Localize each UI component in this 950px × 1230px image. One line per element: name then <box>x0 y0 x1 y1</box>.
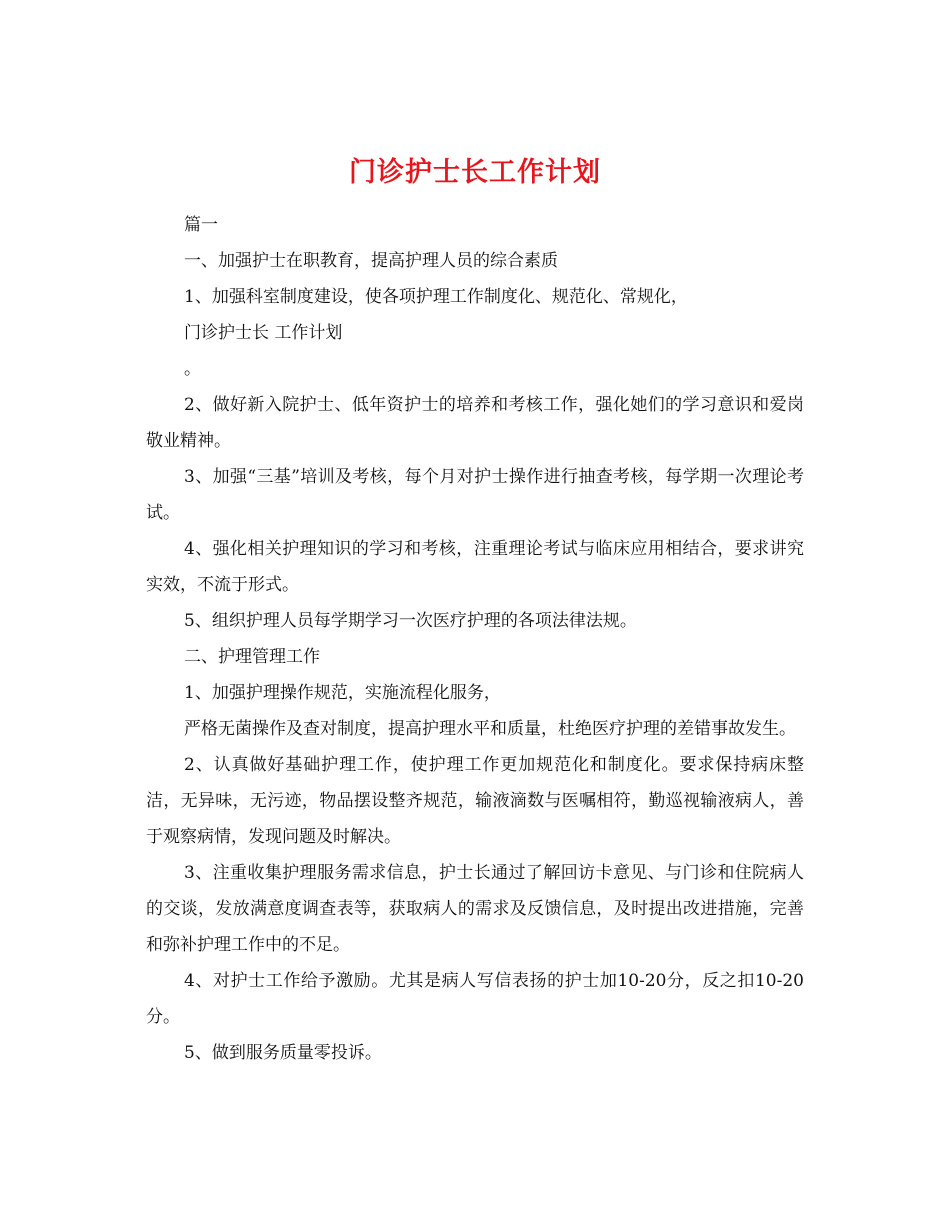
paragraph: 1、加强护理操作规范，实施流程化服务， <box>184 683 501 703</box>
paragraph: 4、强化相关护理知识的学习和考核，注重理论考试与临床应用相结合，要求讲究实效，不流于形式。 <box>146 539 804 595</box>
section-label: 篇一 <box>184 215 218 235</box>
document-body <box>146 207 804 1071</box>
paragraph: 2、认真做好基础护理工作，使护理工作更加规范化和制度化。要求保持病床整洁，无异味，无污迹，物品摆设整齐规范，输液滴数与医嘱相符，勤巡视输液病人，善于观察病情，发现问题及时解决。 <box>146 755 804 847</box>
section-heading: 一、加强护士在职教育，提高护理人员的综合素质 <box>184 251 558 271</box>
paragraph: 5、做到服务质量零投诉。 <box>184 1043 382 1063</box>
paragraph: 。 <box>184 359 201 379</box>
section-heading: 二、护理管理工作 <box>184 647 320 667</box>
paragraph: 4、对护士工作给予激励。尤其是病人写信表扬的护士加10-20分，反之扣10-20分。 <box>146 971 804 1027</box>
paragraph: 门诊护士长 工作计划 <box>184 323 343 343</box>
paragraph: 严格无菌操作及查对制度，提高护理水平和质量，杜绝医疗护理的差错事故发生。 <box>184 719 796 739</box>
paragraph: 2、做好新入院护士、低年资护士的培养和考核工作，强化她们的学习意识和爱岗敬业精神。 <box>146 395 804 451</box>
document-title: 门诊护士长工作计划 <box>349 157 601 189</box>
paragraph: 1、加强科室制度建设，使各项护理工作制度化、规范化、常规化， <box>184 287 688 307</box>
paragraph: 3、注重收集护理服务需求信息，护士长通过了解回访卡意见、与门诊和住院病人的交谈，发放满意度调查表等，获取病人的需求及反馈信息，及时提出改进措施，完善和弥补护理工作中的不足。 <box>146 863 804 955</box>
paragraph: 3、加强“三基”培训及考核，每个月对护士操作进行抽查考核，每学期一次理论考试。 <box>146 467 804 523</box>
paragraph: 5、组织护理人员每学期学习一次医疗护理的各项法律法规。 <box>184 611 637 631</box>
